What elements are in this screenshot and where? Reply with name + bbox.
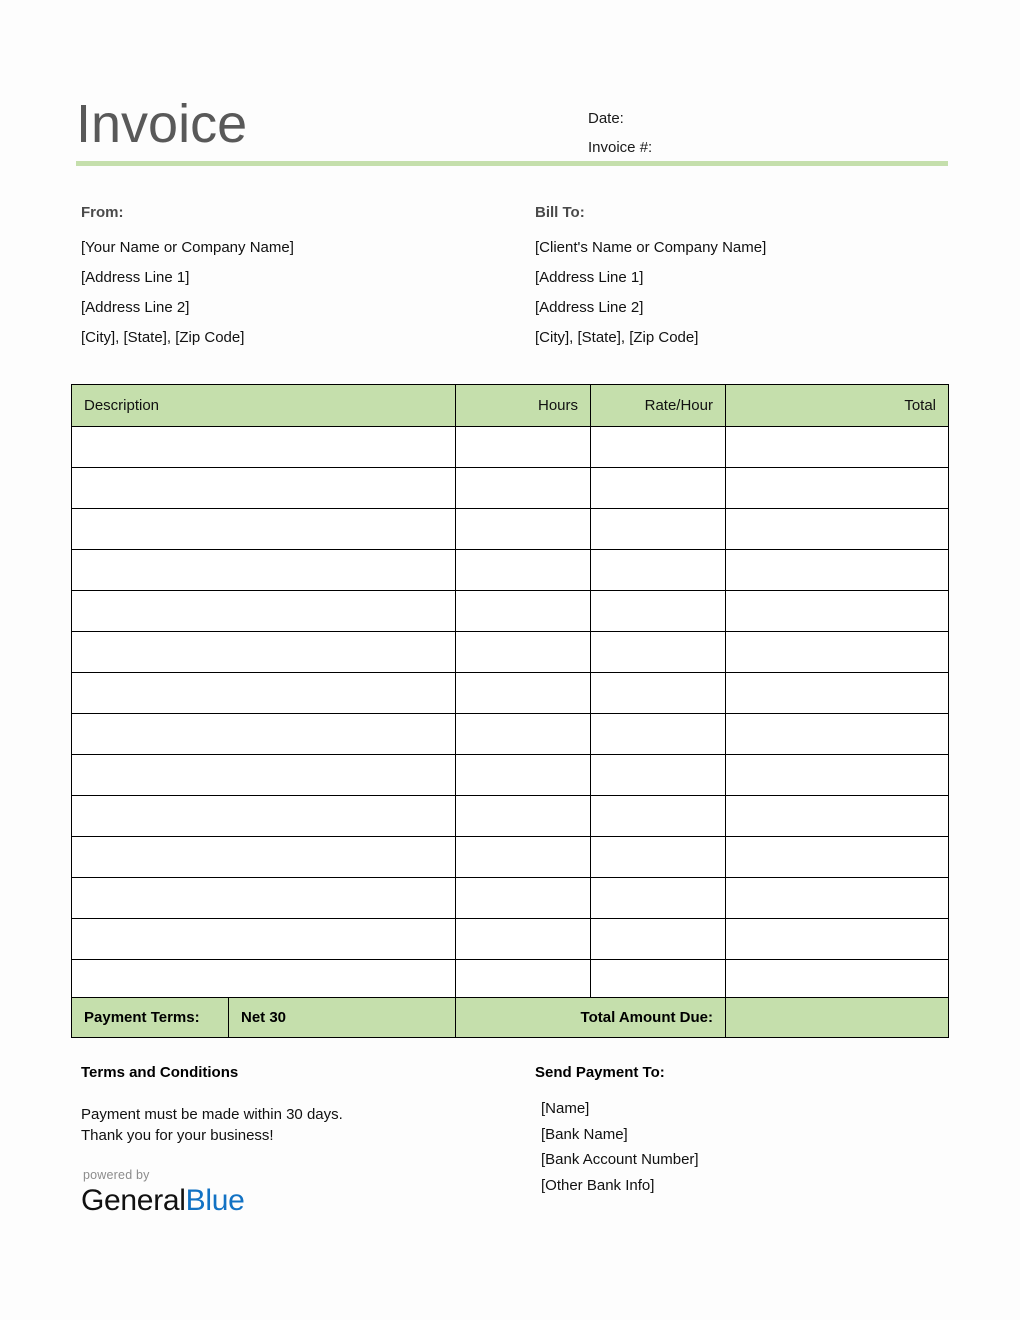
- table-row: [72, 427, 949, 468]
- table-row: [72, 468, 949, 509]
- cell-description[interactable]: [72, 591, 456, 632]
- cell-rate[interactable]: [591, 837, 726, 878]
- date-label: Date:: [588, 110, 624, 127]
- cell-hours[interactable]: [456, 796, 591, 837]
- cell-hours[interactable]: [456, 468, 591, 509]
- column-header-rate: Rate/Hour: [591, 385, 726, 427]
- header-divider: [76, 161, 948, 166]
- payment-terms-value[interactable]: Net 30: [229, 998, 456, 1038]
- terms-line: Thank you for your business!: [81, 1127, 274, 1144]
- cell-rate[interactable]: [591, 714, 726, 755]
- cell-rate[interactable]: [591, 509, 726, 550]
- cell-rate[interactable]: [591, 878, 726, 919]
- cell-hours[interactable]: [456, 837, 591, 878]
- cell-hours[interactable]: [456, 919, 591, 960]
- table-row: [72, 632, 949, 673]
- cell-description[interactable]: [72, 632, 456, 673]
- address-section: [76, 202, 948, 353]
- cell-total[interactable]: [726, 632, 949, 673]
- cell-rate[interactable]: [591, 755, 726, 796]
- table-row: [72, 919, 949, 960]
- cell-description[interactable]: [72, 919, 456, 960]
- terms-heading: Terms and Conditions: [81, 1064, 239, 1081]
- bill-to-line: [Client's Name or Company Name]: [535, 239, 767, 256]
- cell-rate[interactable]: [591, 960, 726, 1001]
- cell-total[interactable]: [726, 673, 949, 714]
- cell-hours[interactable]: [456, 591, 591, 632]
- bill-to-line: [City], [State], [Zip Code]: [535, 329, 699, 346]
- terms-line: Payment must be made within 30 days.: [81, 1106, 343, 1123]
- line-items-header: [72, 385, 949, 427]
- cell-rate[interactable]: [591, 673, 726, 714]
- cell-rate[interactable]: [591, 427, 726, 468]
- table-row: [72, 878, 949, 919]
- table-row: [72, 591, 949, 632]
- table-row: [72, 796, 949, 837]
- cell-hours[interactable]: [456, 427, 591, 468]
- logo-text-blue: Blue: [185, 1184, 245, 1217]
- bank-line: [Other Bank Info]: [541, 1176, 655, 1194]
- from-block: [76, 202, 512, 353]
- table-row: [72, 960, 949, 1001]
- cell-rate[interactable]: [591, 468, 726, 509]
- total-due-value[interactable]: [726, 998, 949, 1038]
- cell-hours[interactable]: [456, 755, 591, 796]
- cell-total[interactable]: [726, 878, 949, 919]
- table-row: [72, 755, 949, 796]
- table-row: [72, 550, 949, 591]
- powered-by-label: powered by: [83, 1168, 150, 1182]
- cell-hours[interactable]: [456, 878, 591, 919]
- totals-row: [72, 998, 949, 1038]
- cell-total[interactable]: [726, 550, 949, 591]
- cell-total[interactable]: [726, 796, 949, 837]
- cell-rate[interactable]: [591, 919, 726, 960]
- terms-text: [81, 1104, 512, 1146]
- bank-line: [Bank Name]: [541, 1125, 628, 1143]
- page-title: Invoice: [76, 94, 248, 154]
- cell-hours[interactable]: [456, 632, 591, 673]
- cell-hours[interactable]: [456, 673, 591, 714]
- bill-to-label: Bill To:: [535, 204, 585, 221]
- cell-rate[interactable]: [591, 632, 726, 673]
- bill-to-block: [512, 202, 948, 353]
- total-due-label: Total Amount Due:: [456, 998, 726, 1038]
- cell-hours[interactable]: [456, 550, 591, 591]
- cell-total[interactable]: [726, 509, 949, 550]
- cell-description[interactable]: [72, 960, 456, 1001]
- bank-details: [535, 1096, 948, 1198]
- line-items-body: [72, 427, 949, 1001]
- cell-description[interactable]: [72, 468, 456, 509]
- cell-total[interactable]: [726, 714, 949, 755]
- cell-hours[interactable]: [456, 714, 591, 755]
- cell-total[interactable]: [726, 837, 949, 878]
- column-header-description: Description: [72, 385, 456, 427]
- column-header-hours: Hours: [456, 385, 591, 427]
- cell-description[interactable]: [72, 837, 456, 878]
- table-row: [72, 673, 949, 714]
- totals-row-table: [71, 997, 949, 1038]
- from-label: From:: [81, 204, 124, 221]
- invoice-header: [76, 92, 948, 162]
- from-line: [Your Name or Company Name]: [81, 239, 294, 256]
- from-line: [City], [State], [Zip Code]: [81, 329, 245, 346]
- bank-line: [Bank Account Number]: [541, 1151, 699, 1168]
- cell-rate[interactable]: [591, 796, 726, 837]
- cell-total[interactable]: [726, 919, 949, 960]
- send-payment-heading: Send Payment To:: [535, 1064, 665, 1081]
- payment-terms-label: Payment Terms:: [72, 998, 229, 1038]
- from-line: [Address Line 2]: [81, 299, 190, 316]
- table-row: [72, 837, 949, 878]
- bill-to-line: [Address Line 2]: [535, 299, 644, 316]
- invoice-number-label: Invoice #:: [588, 139, 653, 156]
- cell-rate[interactable]: [591, 550, 726, 591]
- cell-description[interactable]: [72, 796, 456, 837]
- cell-total[interactable]: [726, 755, 949, 796]
- table-row: [72, 509, 949, 550]
- cell-hours[interactable]: [456, 960, 591, 1001]
- cell-rate[interactable]: [591, 591, 726, 632]
- table-row: [72, 714, 949, 755]
- bank-line: [Name]: [541, 1100, 590, 1117]
- cell-description[interactable]: [72, 714, 456, 755]
- table-header-row: [72, 385, 949, 427]
- cell-description[interactable]: [72, 878, 456, 919]
- cell-total[interactable]: [726, 591, 949, 632]
- line-items-table: [71, 384, 949, 1001]
- cell-description[interactable]: [72, 755, 456, 796]
- bill-to-line: [Address Line 1]: [535, 269, 644, 286]
- cell-total[interactable]: [726, 468, 949, 509]
- cell-total[interactable]: [726, 427, 949, 468]
- invoice-meta: [588, 92, 948, 162]
- cell-description[interactable]: [72, 509, 456, 550]
- cell-description[interactable]: [72, 550, 456, 591]
- cell-description[interactable]: [72, 427, 456, 468]
- cell-hours[interactable]: [456, 509, 591, 550]
- from-line: [Address Line 1]: [81, 269, 190, 286]
- payment-to-block: [512, 1062, 948, 1198]
- cell-description[interactable]: [72, 673, 456, 714]
- logo-text-general: General: [81, 1184, 186, 1217]
- generalblue-logo: [81, 1168, 245, 1219]
- cell-total[interactable]: [726, 960, 949, 1001]
- logo-wordmark: [81, 1183, 245, 1219]
- column-header-total: Total: [726, 385, 949, 427]
